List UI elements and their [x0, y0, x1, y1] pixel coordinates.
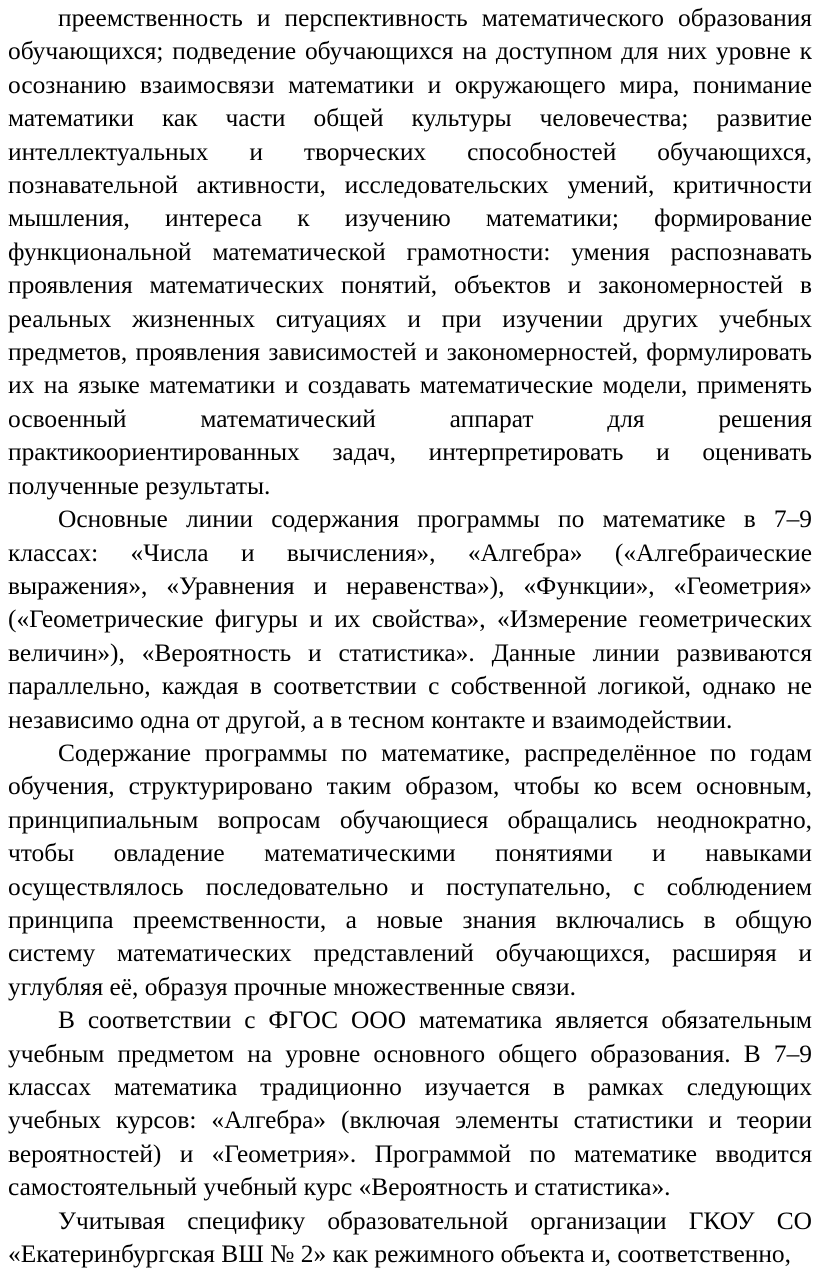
- paragraph-program-structure: Содержание программы по математике, распределённое по годам обучения, структурировано таким образом, чтобы ко всем основным, принципиальным вопросам обучающиеся обращались неоднократно, чтобы овладение математическими понятиями и навыками осуществлялось последовательно и поступательно, с соблюдением принципа преемственности, а новые знания включались в общую систему математических представлений обучающихся, расширяя и углубляя её, образуя прочные множественные связи.: [8, 738, 812, 1001]
- paragraph-school-specifics: Учитывая специфику образовательной организации ГКОУ СО «Екатеринбургская ВШ № 2» как режимного объекта и, соответственно,: [8, 1206, 812, 1269]
- document-page: [8, 2, 812, 1271]
- paragraph-content-lines: Основные линии содержания программы по математике в 7–9 классах: «Числа и вычисления», «Алгебра» («Алгебраические выражения», «Уравнения и неравенства»), «Функции», «Геометрия» («Геометрические фигуры и их свойства», «Измерение геометрических величин»), «Вероятность и статистика». Данные линии развиваются параллельно, каждая в соответствии с собственной логикой, однако не независимо одна от другой, а в тесном контакте и взаимодействии.: [8, 505, 812, 734]
- paragraph-fgos-courses: В соответствии с ФГОС ООО математика является обязательным учебным предметом на уровне основного общего образования. В 7–9 классах математика традиционно изучается в рамках следующих учебных курсов: «Алгебра» (включая элементы статистики и теории вероятностей) и «Геометрия». Программой по математике вводится самостоятельный учебный курс «Вероятность и статистика».: [8, 1006, 812, 1202]
- paragraph-goals-continuation: преемственность и перспективность математического образования обучающихся; подведение обучающихся на доступном для них уровне к осознанию взаимосвязи математики и окружающего мира, понимание математики как части общей культуры человечества; развитие интеллектуальных и творческих способностей обучающихся, познавательной активности, исследовательских умений, критичности мышления, интереса к изучению математики; формирование функциональной математической грамотности: умения распознавать проявления математических понятий, объектов и закономерностей в реальных жизненных ситуациях и при изучении других учебных предметов, проявления зависимостей и закономерностей, формулировать их на языке математики и создавать математические модели, применять освоенный математический аппарат для решения практикоориентированных задач, интерпретировать и оценивать полученные результаты.: [8, 4, 812, 500]
